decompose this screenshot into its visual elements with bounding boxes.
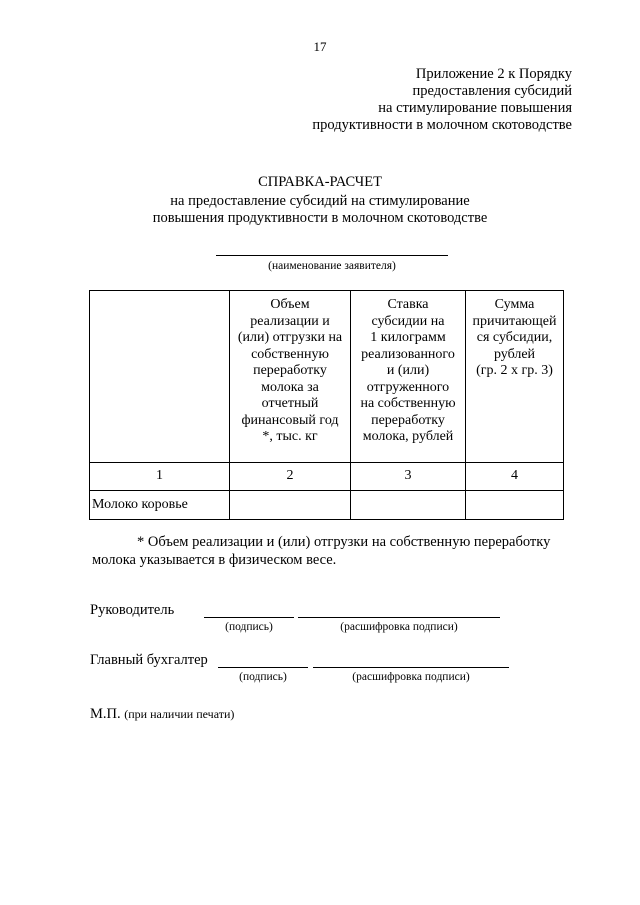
page-number: 17 [313,39,327,54]
head-transcript-line [298,617,500,618]
column-number-cell: 3 [351,463,466,491]
column-number-cell: 2 [230,463,351,491]
appendix-line: Приложение 2 к Порядку [415,66,572,82]
table-column-numbers-row [90,463,564,491]
footnote: * Объем реализации и (или) отгрузки на собственную переработку молока указывается в физическом весе. [92,534,551,568]
stamp-label: М.П. [90,706,121,722]
appendix-line: предоставления субсидий [412,83,572,99]
signature-caption: (подпись) [225,621,273,633]
table-header-cell: Сумма причитающей ся субсидии, рублей (гр. 2 х гр. 3) [466,291,564,463]
table-header-cell: Объем реализации и (или) отгрузки на собственную переработку молока за отчетный финансовый год *, тыс. кг [230,291,351,463]
calculation-table [89,290,564,520]
table-cell [466,491,564,520]
table-cell-product: Молоко коровье [90,491,230,520]
subtitle-line: на предоставление субсидий на стимулирование [170,193,470,209]
accountant-label: Главный бухгалтер [90,652,208,668]
table-cell [230,491,351,520]
appendix-line: на стимулирование повышения [378,100,572,116]
appendix-reference [312,66,572,134]
accountant-transcript-line [313,667,509,668]
applicant-caption: (наименование заявителя) [268,260,396,272]
head-signature-line [204,617,294,618]
table-row [90,491,564,520]
document-subtitle [0,193,640,227]
table-header-cell: Ставка субсидии на 1 килограмм реализованного и (или) отгруженного на собственную переработку молока, рублей [351,291,466,463]
applicant-name-line [216,255,448,256]
column-number-cell: 4 [466,463,564,491]
signature-caption: (подпись) [239,671,287,683]
document-title: СПРАВКА-РАСЧЕТ [258,174,382,190]
transcript-caption: (расшифровка подписи) [340,621,458,633]
table-header-cell [90,291,230,463]
transcript-caption: (расшифровка подписи) [352,671,470,683]
accountant-signature-line [218,667,308,668]
column-number-cell: 1 [90,463,230,491]
stamp-place [90,706,234,723]
stamp-note: (при наличии печати) [124,707,235,721]
table-header-row [90,291,564,463]
subtitle-line: повышения продуктивности в молочном скотоводстве [152,210,488,226]
table-cell [351,491,466,520]
head-label: Руководитель [90,602,175,618]
appendix-line: продуктивности в молочном скотоводстве [312,117,572,133]
